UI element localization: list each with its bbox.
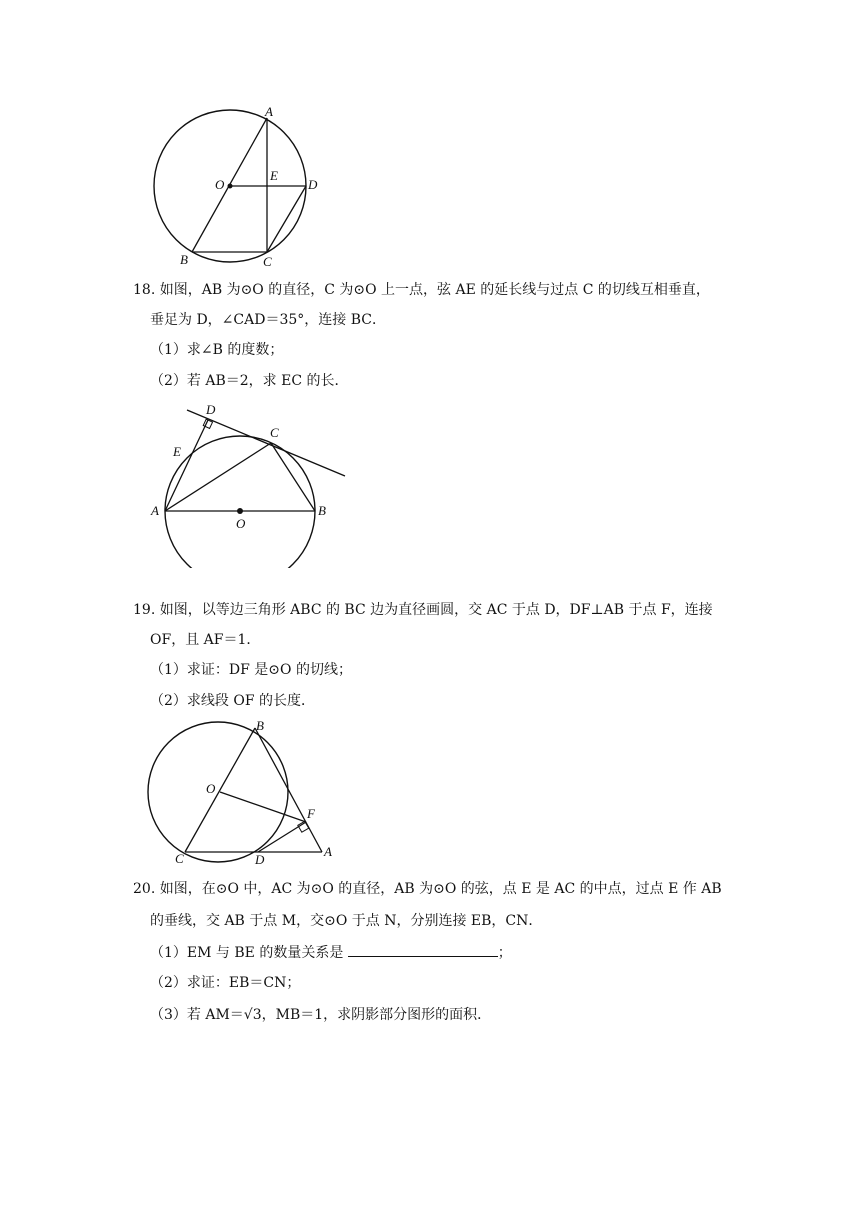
label-b: B — [318, 503, 326, 518]
circle-o — [165, 436, 315, 568]
answer-blank[interactable] — [348, 942, 498, 957]
label-d: D — [206, 402, 216, 417]
label-e: E — [173, 444, 181, 459]
segment-bc — [185, 728, 255, 852]
q20-part1-end: ； — [497, 945, 512, 961]
label-d: D — [255, 852, 265, 866]
label-o: O — [215, 177, 225, 192]
q19-line2: OF，且 AF＝1． — [150, 632, 261, 648]
center-dot — [237, 508, 243, 514]
segment-dc — [267, 186, 306, 252]
label-f: F — [307, 806, 315, 821]
label-c: C — [263, 254, 272, 269]
q19-line1: 19. 如图，以等边三角形 ABC 的 BC 边为直径画圆，交 AC 于点 D，DF⊥AB 于点 F，连接 — [133, 602, 713, 618]
circle-o — [148, 722, 288, 862]
segment-of — [220, 792, 306, 822]
q18-part2: （2）若 AB＝2，求 EC 的长． — [150, 373, 349, 389]
figure-q18 — [145, 398, 355, 568]
label-c: C — [175, 851, 184, 866]
label-a: A — [151, 503, 159, 518]
label-a: A — [324, 844, 332, 859]
label-o: O — [206, 781, 216, 796]
figure-q17 — [140, 100, 340, 270]
q19-part1: （1）求证：DF 是⊙O 的切线； — [150, 662, 352, 678]
q18-line2: 垂足为 D，∠CAD＝35°，连接 BC． — [150, 312, 386, 328]
tangent-line — [187, 410, 345, 476]
q18-line1: 18. 如图，AB 为⊙O 的直径，C 为⊙O 上一点，弦 AE 的延长线与过点 C 的切线互相垂直， — [133, 282, 710, 298]
center-dot — [228, 184, 233, 189]
label-b: B — [256, 718, 264, 733]
label-a: A — [265, 104, 273, 119]
q20-part3: （3）若 AM＝√3，MB＝1，求阴影部分图形的面积． — [150, 1007, 492, 1023]
q19-part2: （2）求线段 OF 的长度． — [150, 693, 315, 709]
q20-line1: 20. 如图，在⊙O 中，AC 为⊙O 的直径，AB 为⊙O 的弦，点 E 是 AC 的中点，过点 E 作 AB — [133, 881, 722, 897]
label-d: D — [308, 177, 318, 192]
segment-cb — [271, 443, 315, 511]
label-b: B — [180, 252, 188, 267]
q20-part2: （2）求证：EB＝CN； — [150, 975, 301, 991]
q20-part1 — [150, 942, 512, 963]
q20-line2: 的垂线，交 AB 于点 M，交⊙O 于点 N，分别连接 EB，CN． — [150, 913, 543, 929]
figure-q19 — [140, 716, 350, 866]
label-o: O — [236, 516, 246, 531]
q18-part1: （1）求∠B 的度数； — [150, 342, 284, 358]
label-c: C — [270, 425, 279, 440]
label-e: E — [270, 168, 278, 183]
q20-part1-text: （1）EM 与 BE 的数量关系是 — [150, 945, 344, 961]
